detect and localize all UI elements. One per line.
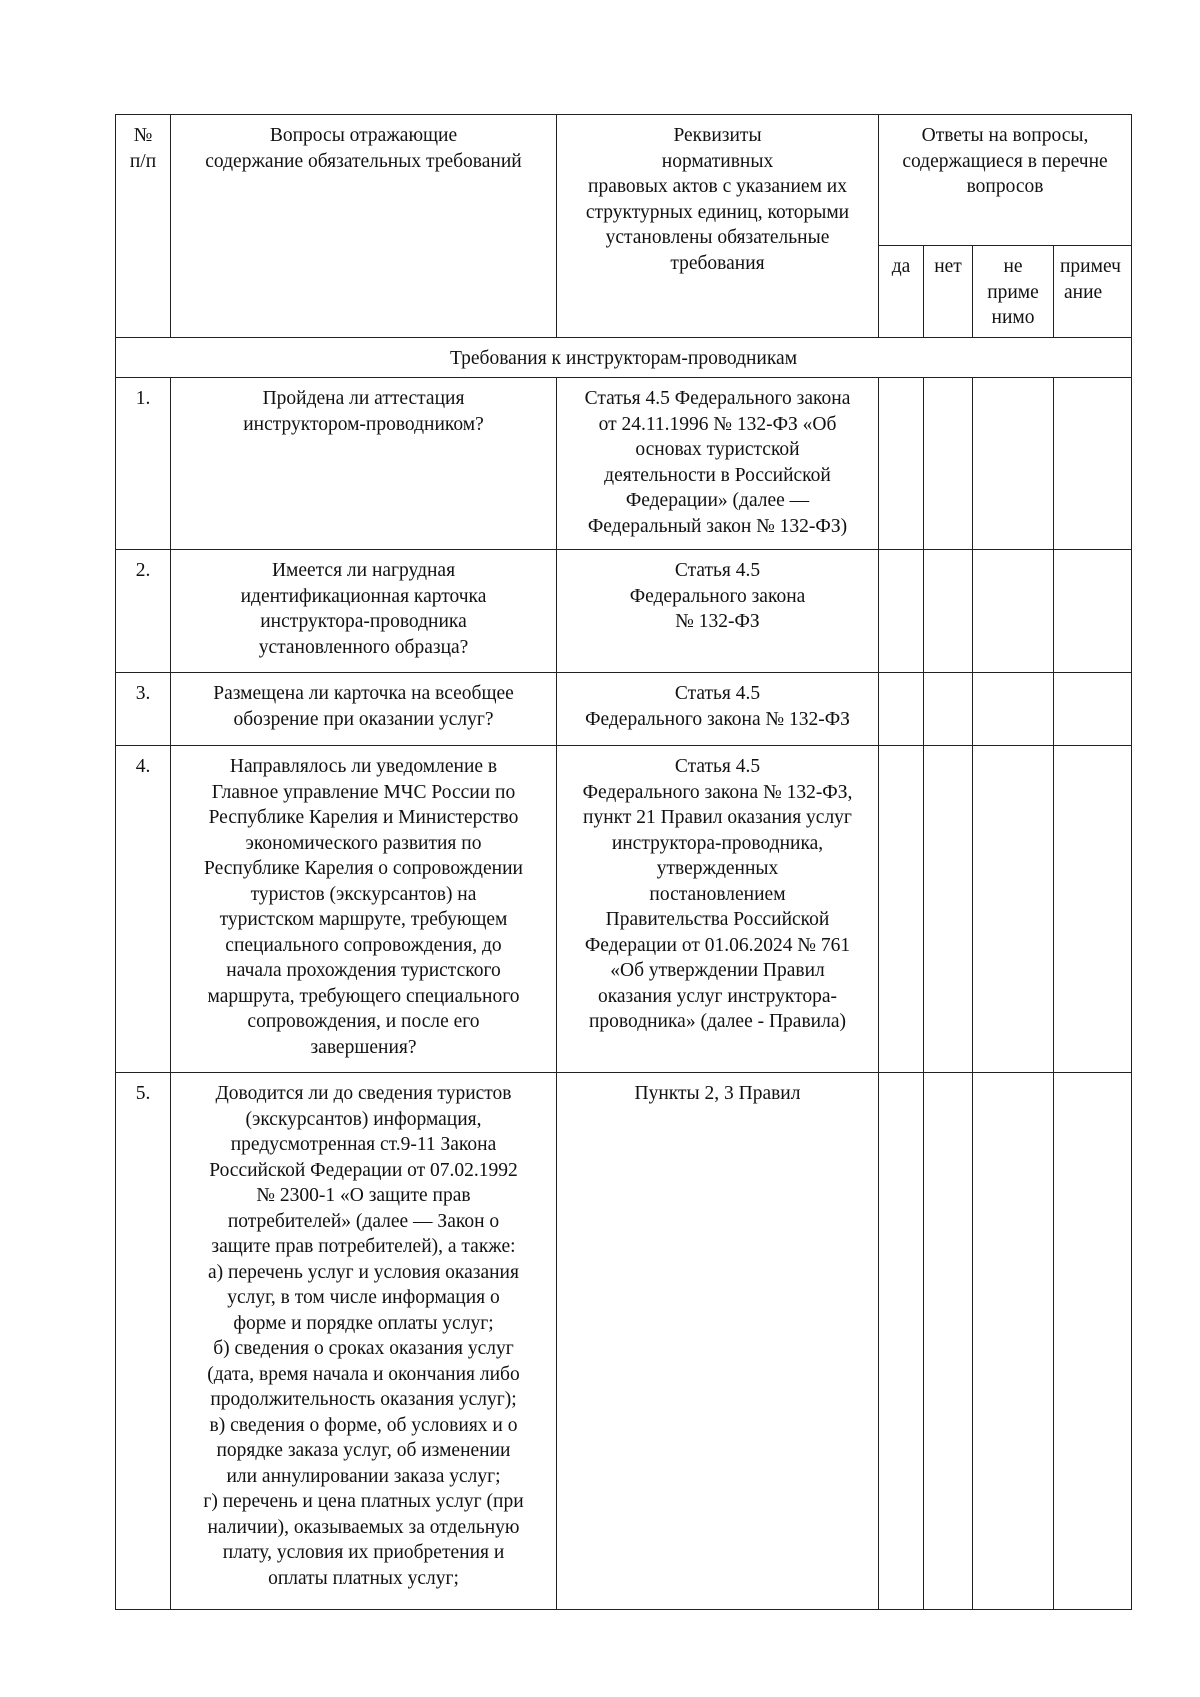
answer-no-cell[interactable] [924, 673, 973, 746]
section-row [116, 337, 1132, 378]
answer-yes-cell[interactable] [879, 673, 924, 746]
row-requisites: Статья 4.5 Федерального закона № 132-ФЗ [557, 550, 879, 673]
row-requisites: Пункты 2, 3 Правил [557, 1073, 879, 1610]
header-yes: да [879, 246, 924, 338]
answer-na-cell[interactable] [973, 378, 1054, 550]
row-question: Пройдена ли аттестация инструктором-проводником? [171, 378, 557, 550]
table-row [116, 378, 1132, 550]
table-row [116, 673, 1132, 746]
row-requisites: Статья 4.5 Федерального закона от 24.11.1996 № 132-ФЗ «Об основах туристской деятельности в Российской Федерации» (далее — Федеральный закон № 132-ФЗ) [557, 378, 879, 550]
header-row [116, 115, 1132, 246]
answer-na-cell[interactable] [973, 1073, 1054, 1610]
checklist-table [115, 114, 1132, 1610]
header-not-applicable: не приме нимо [973, 246, 1054, 338]
row-question: Размещена ли карточка на всеобщее обозрение при оказании услуг? [171, 673, 557, 746]
answer-yes-cell[interactable] [879, 746, 924, 1073]
answer-note-cell[interactable] [1054, 378, 1132, 550]
answer-na-cell[interactable] [973, 673, 1054, 746]
table-row [116, 1073, 1132, 1610]
answer-note-cell[interactable] [1054, 1073, 1132, 1610]
answer-no-cell[interactable] [924, 746, 973, 1073]
row-requisites: Статья 4.5 Федерального закона № 132-ФЗ [557, 673, 879, 746]
answer-no-cell[interactable] [924, 550, 973, 673]
table-row [116, 746, 1132, 1073]
row-number: 5. [116, 1073, 171, 1610]
section-title: Требования к инструкторам-проводникам [116, 337, 1132, 378]
table-row [116, 550, 1132, 673]
row-number: 4. [116, 746, 171, 1073]
answer-note-cell[interactable] [1054, 746, 1132, 1073]
row-number: 2. [116, 550, 171, 673]
row-number: 1. [116, 378, 171, 550]
answer-no-cell[interactable] [924, 1073, 973, 1610]
header-num: № п/п [116, 115, 171, 338]
answer-note-cell[interactable] [1054, 550, 1132, 673]
header-note: примеч ание [1054, 246, 1132, 338]
answer-yes-cell[interactable] [879, 1073, 924, 1610]
row-requisites: Статья 4.5 Федерального закона № 132-ФЗ, пункт 21 Правил оказания услуг инструктора-проводника, утвержденных постановлением Правительства Российской Федерации от 01.06.2024 № 761 «Об утверждении Правил оказания услуг инструктора- проводника» (далее - Правила) [557, 746, 879, 1073]
answer-no-cell[interactable] [924, 378, 973, 550]
header-no: нет [924, 246, 973, 338]
answer-yes-cell[interactable] [879, 378, 924, 550]
row-question: Имеется ли нагрудная идентификационная карточка инструктора-проводника установленного образца? [171, 550, 557, 673]
answer-na-cell[interactable] [973, 746, 1054, 1073]
header-requisites: Реквизиты нормативных правовых актов с указанием их структурных единиц, которыми установлены обязательные требования [557, 115, 879, 338]
row-number: 3. [116, 673, 171, 746]
answer-note-cell[interactable] [1054, 673, 1132, 746]
header-questions: Вопросы отражающие содержание обязательных требований [171, 115, 557, 338]
answer-yes-cell[interactable] [879, 550, 924, 673]
header-answers: Ответы на вопросы, содержащиеся в перечне вопросов [879, 115, 1132, 246]
row-question: Направлялось ли уведомление в Главное управление МЧС России по Республике Карелия и Министерство экономического развития по Республике Карелия о сопровождении туристов (экскурсантов) на туристском маршруте, требующем специального сопровождения, до начала прохождения туристского маршрута, требующего специального сопровождения, и после его завершения? [171, 746, 557, 1073]
row-question: Доводится ли до сведения туристов (экскурсантов) информация, предусмотренная ст.9-11 Закона Российской Федерации от 07.02.1992 № 2300-1 «О защите прав потребителей» (далее — Закон о защите прав потребителей), а также: а) перечень услуг и условия оказания услуг, в том числе информация о форме и порядке оплаты услуг; б) сведения о сроках оказания услуг (дата, время начала и окончания либо продолжительность оказания услуг); в) сведения о форме, об условиях и о порядке заказа услуг, об изменении или аннулировании заказа услуг; г) перечень и цена платных услуг (при наличии), оказываемых за отдельную плату, условия их приобретения и оплаты платных услуг; [171, 1073, 557, 1610]
answer-na-cell[interactable] [973, 550, 1054, 673]
